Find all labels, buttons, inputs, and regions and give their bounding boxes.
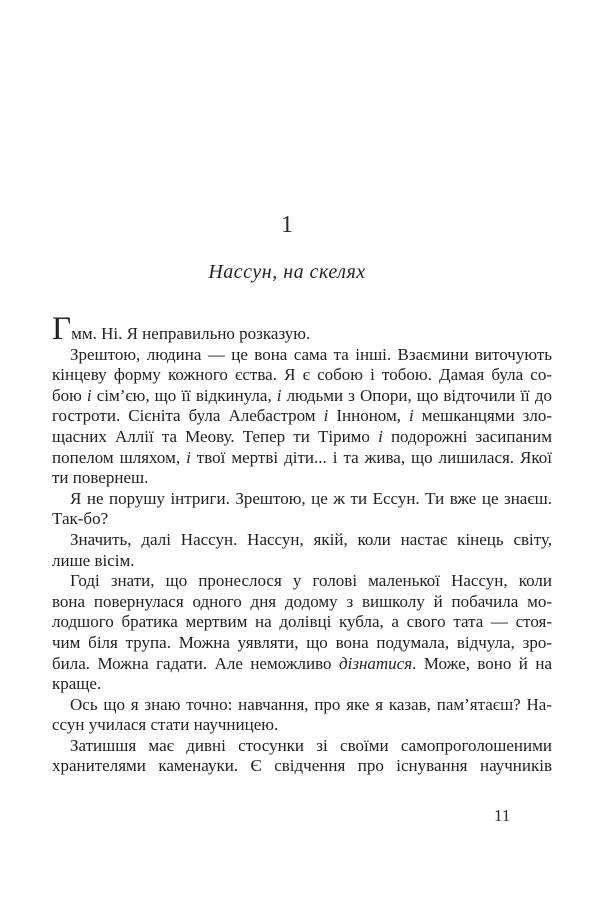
text-line	[52, 345, 552, 366]
text-line	[52, 756, 552, 777]
body-text: лодшого братика мертвим на долівці кубла, а свого тата — стоя-	[52, 612, 552, 632]
emphasis-text: і	[86, 385, 92, 405]
text-line	[52, 633, 552, 654]
body-text: хранителями каменауки. Є свідчення про існування научників	[52, 756, 552, 776]
text-line	[52, 530, 552, 551]
text-line	[52, 654, 552, 675]
text-line	[52, 551, 552, 572]
page-number: 11	[494, 806, 511, 825]
body-text: . Може, воно й на	[412, 653, 552, 673]
body-text: лише вісім.	[52, 550, 135, 570]
text-line	[52, 386, 552, 407]
text-line	[52, 311, 552, 347]
body-text: Ось що я знаю точно: навчання, про яке я казав, пам’ятаєш? На-	[70, 694, 552, 714]
body-text: краще.	[52, 674, 102, 694]
body-text: била. Можна гадати. Але неможливо	[52, 653, 339, 673]
body-text: людьми з Опори, що відточили її до	[281, 385, 552, 405]
text-line	[52, 736, 552, 757]
body-text: Затишшя має дивні стосунки зі своїми самопроголошеними	[70, 735, 552, 755]
initial-capital: Г	[52, 311, 72, 347]
body-text: Годі знати, що пронеслося у голові маленької Нассун, коли	[70, 571, 552, 591]
body-text: кінцеву форму кожного єства. Я є собою і тобою. Дамая була со-	[52, 365, 552, 385]
emphasis-text: і	[186, 447, 191, 467]
emphasis-text: дізнатися	[339, 653, 413, 673]
body-text: попелом шляхом,	[52, 447, 187, 467]
emphasis-text: і	[276, 385, 282, 405]
body-text: твої мертві діти... і та жива, що лишилася. Якої	[190, 447, 553, 467]
body-text: Зрештою, людина — це вона сама та інші. Взаємини виточують	[70, 344, 552, 364]
body-text: Інноном,	[328, 406, 410, 426]
body-text: щасних Аллії та Меову. Тепер ти Тіримо	[52, 426, 379, 446]
body-text: мм. Ні. Я неправильно розказую.	[71, 324, 311, 343]
emphasis-text: і	[409, 406, 414, 426]
text-line	[52, 695, 552, 716]
emphasis-text: і	[323, 406, 329, 426]
text-block	[52, 311, 553, 777]
body-text: бою	[52, 385, 87, 405]
emphasis-text: і	[378, 426, 383, 446]
body-text: ти повернеш.	[52, 468, 149, 488]
text-line	[52, 365, 552, 386]
chapter-number: 1	[281, 212, 293, 238]
text-line	[52, 592, 552, 613]
body-text: чим біля трупа. Можна уявляти, що вона подумала, відчула, зро-	[52, 632, 552, 652]
text-line	[52, 715, 552, 736]
body-text: ссун училася стати научницею.	[52, 715, 279, 735]
text-line	[52, 674, 552, 695]
body-text: гостроти. Сієніта була Алебастром	[52, 406, 324, 426]
text-line	[52, 612, 552, 633]
text-line	[52, 468, 552, 489]
body-text: Так-бо?	[52, 509, 109, 529]
body-text: Значить, далі Нассун. Нассун, якій, коли настає кінець світу,	[70, 529, 552, 549]
text-line	[52, 448, 552, 469]
chapter-heading	[37, 212, 537, 284]
body-text: подорожні засипаним	[382, 426, 552, 446]
body-text: вона повернулася одного дня додому з вишколу й побачила мо-	[52, 591, 552, 611]
text-line	[52, 427, 552, 448]
text-line	[52, 571, 552, 592]
chapter-title: Нассун, на скелях	[208, 261, 366, 283]
body-text: Я не порушу інтриги. Зрештою, це ж ти Ессун. Ти вже це знаєш.	[70, 488, 552, 508]
body-text: сім’єю, що її відкинула,	[91, 385, 277, 405]
text-line	[52, 406, 552, 427]
body-text: мешканцями зло-	[413, 406, 552, 426]
text-line	[52, 509, 552, 530]
text-line	[52, 489, 552, 510]
